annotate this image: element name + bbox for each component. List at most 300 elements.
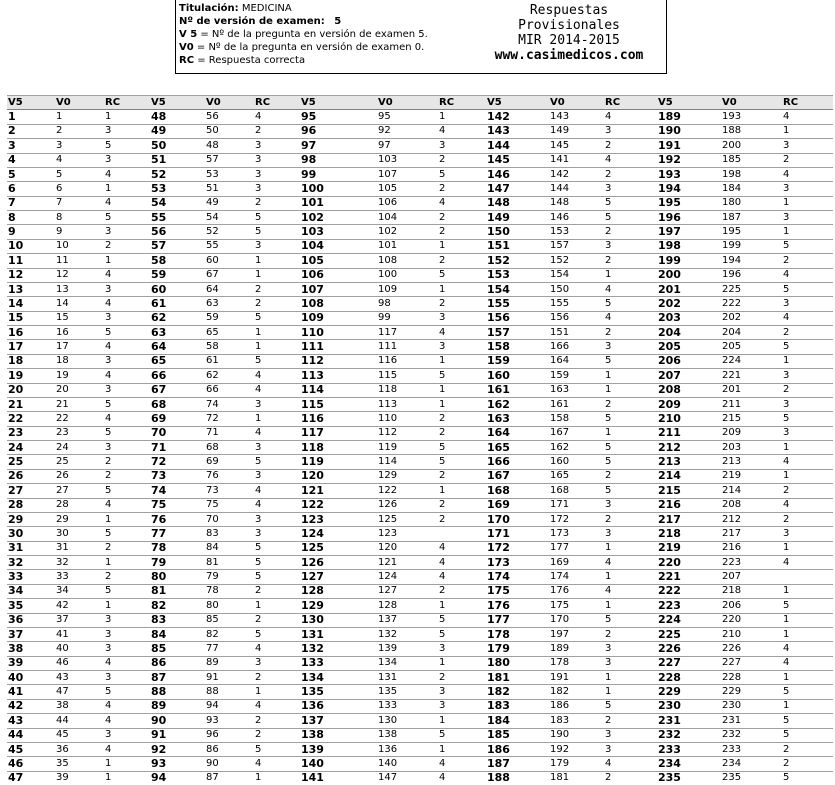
rc-cell: 1 — [438, 397, 486, 411]
v5-cell: 27 — [7, 484, 55, 498]
rc-cell: 3 — [104, 225, 150, 239]
v5-cell: 86 — [150, 656, 205, 670]
rc-cell: 5 — [438, 268, 486, 282]
v5-cell: 182 — [486, 685, 549, 699]
v0-cell: 174 — [549, 570, 604, 584]
v0-cell: 197 — [549, 627, 604, 641]
rc-cell: 4 — [254, 383, 300, 397]
v0-cell: 26 — [55, 469, 104, 483]
rc-cell: 5 — [438, 627, 486, 641]
v0-cell: 199 — [721, 239, 782, 253]
v5-cell: 177 — [486, 613, 549, 627]
rc-cell: 4 — [104, 412, 150, 426]
rc-cell: 2 — [254, 297, 300, 311]
v0-cell: 70 — [205, 512, 254, 526]
v5-cell: 121 — [300, 484, 377, 498]
rc-cell: 3 — [438, 685, 486, 699]
rc-cell: 5 — [604, 211, 657, 225]
rc-cell: 2 — [438, 426, 486, 440]
rc-cell: 1 — [254, 412, 300, 426]
rc-cell: 1 — [254, 599, 300, 613]
v0-cell: 32 — [55, 556, 104, 570]
site-url: www.casimedicos.com — [494, 48, 644, 63]
rc-cell: 5 — [254, 742, 300, 756]
rc-cell: 4 — [104, 369, 150, 383]
rc-cell: 3 — [782, 527, 833, 541]
rc-cell: 2 — [104, 239, 150, 253]
rc-cell: 4 — [604, 153, 657, 167]
v0-cell: 33 — [55, 570, 104, 584]
v5-cell: 105 — [300, 254, 377, 268]
v0-cell: 73 — [205, 484, 254, 498]
v5-cell: 165 — [486, 441, 549, 455]
v0-cell: 105 — [377, 182, 438, 196]
table-row — [7, 211, 833, 225]
titulacion-value: MEDICINA — [241, 3, 292, 14]
v0-cell: 148 — [549, 196, 604, 210]
v0-cell: 63 — [205, 297, 254, 311]
v0-cell: 85 — [205, 613, 254, 627]
table-row — [7, 239, 833, 253]
rc-cell: 3 — [104, 282, 150, 296]
v0-cell: 9 — [55, 225, 104, 239]
v0-cell: 116 — [377, 354, 438, 368]
v0-cell: 153 — [549, 225, 604, 239]
title-block — [474, 3, 664, 63]
rc-cell: 3 — [604, 239, 657, 253]
v0-cell: 8 — [55, 211, 104, 225]
table-row — [7, 469, 833, 483]
v0-cell: 139 — [377, 642, 438, 656]
v5-cell: 134 — [300, 671, 377, 685]
rc-cell: 1 — [604, 268, 657, 282]
v5-cell: 227 — [657, 656, 721, 670]
rc-cell: 3 — [254, 139, 300, 153]
v5-cell: 135 — [300, 685, 377, 699]
v0-cell: 31 — [55, 541, 104, 555]
v0-cell: 91 — [205, 671, 254, 685]
v5-cell: 97 — [300, 139, 377, 153]
v0-cell: 76 — [205, 469, 254, 483]
v0-cell: 45 — [55, 728, 104, 742]
rc-cell: 1 — [254, 268, 300, 282]
column-header-rc: RC — [438, 96, 486, 110]
v5-cell: 198 — [657, 239, 721, 253]
v5-cell: 139 — [300, 742, 377, 756]
titulacion-label: Titulación: — [179, 3, 239, 14]
rc-cell: 4 — [104, 167, 150, 181]
v0-cell: 226 — [721, 642, 782, 656]
rc-cell: 1 — [782, 354, 833, 368]
v5-cell: 160 — [486, 369, 549, 383]
v0-cell: 19 — [55, 369, 104, 383]
v5-cell: 126 — [300, 556, 377, 570]
v0-cell: 200 — [721, 139, 782, 153]
rc-cell: 4 — [254, 484, 300, 498]
rc-cell: 1 — [104, 512, 150, 526]
table-row — [7, 714, 833, 728]
v0-cell: 167 — [549, 426, 604, 440]
v0-cell: 115 — [377, 369, 438, 383]
v0-cell: 52 — [205, 225, 254, 239]
v0-cell: 99 — [377, 311, 438, 325]
v5-cell: 224 — [657, 613, 721, 627]
table-row — [7, 613, 833, 627]
rc-cell: 4 — [254, 699, 300, 713]
rc-cell: 4 — [438, 757, 486, 771]
v5-cell: 49 — [150, 124, 205, 138]
v0-cell: 228 — [721, 671, 782, 685]
v0-cell: 53 — [205, 167, 254, 181]
rc-cell: 4 — [438, 196, 486, 210]
v5-cell: 99 — [300, 167, 377, 181]
legend-version — [179, 15, 428, 28]
v5-cell: 131 — [300, 627, 377, 641]
v0-cell: 75 — [205, 498, 254, 512]
rc-cell: 3 — [782, 426, 833, 440]
v0-cell: 121 — [377, 556, 438, 570]
v0-cell: 165 — [549, 469, 604, 483]
rc-cell: 1 — [604, 369, 657, 383]
v0-cell: 202 — [721, 311, 782, 325]
rc-cell: 4 — [782, 498, 833, 512]
v5-cell: 50 — [150, 139, 205, 153]
v5-cell: 192 — [657, 153, 721, 167]
v0-cell: 203 — [721, 441, 782, 455]
v0-cell: 100 — [377, 268, 438, 282]
rc-cell: 2 — [104, 541, 150, 555]
column-header-v5: V5 — [657, 96, 721, 110]
v5-cell: 92 — [150, 742, 205, 756]
rc-cell: 3 — [438, 642, 486, 656]
table-row — [7, 225, 833, 239]
v0-cell: 229 — [721, 685, 782, 699]
rc-cell: 2 — [438, 153, 486, 167]
rc-cell: 4 — [104, 196, 150, 210]
v0-cell: 211 — [721, 397, 782, 411]
rc-cell: 5 — [604, 354, 657, 368]
v5-cell: 12 — [7, 268, 55, 282]
v0-cell: 133 — [377, 699, 438, 713]
v5-cell: 203 — [657, 311, 721, 325]
v5-cell: 64 — [150, 340, 205, 354]
v5-cell: 80 — [150, 570, 205, 584]
rc-cell: 5 — [604, 441, 657, 455]
v5-cell: 159 — [486, 354, 549, 368]
rc-cell: 4 — [438, 570, 486, 584]
v5-cell: 72 — [150, 455, 205, 469]
legend-titulacion — [179, 2, 428, 15]
rc-cell: 2 — [604, 139, 657, 153]
v5-cell: 130 — [300, 613, 377, 627]
v0-cell: 106 — [377, 196, 438, 210]
column-header-v5: V5 — [486, 96, 549, 110]
rc-cell: 1 — [438, 239, 486, 253]
v0-cell: 51 — [205, 182, 254, 196]
v0-cell: 222 — [721, 297, 782, 311]
v5-cell: 65 — [150, 354, 205, 368]
v0-cell: 151 — [549, 326, 604, 340]
column-header-rc: RC — [254, 96, 300, 110]
v0-cell: 30 — [55, 527, 104, 541]
v5-cell: 110 — [300, 326, 377, 340]
v5-cell: 193 — [657, 167, 721, 181]
rc-cell: 3 — [604, 124, 657, 138]
rc-cell: 5 — [782, 239, 833, 253]
rc-cell: 2 — [782, 484, 833, 498]
v0-cell: 50 — [205, 124, 254, 138]
v0-cell: 212 — [721, 512, 782, 526]
rc-cell: 1 — [604, 426, 657, 440]
v0-cell: 55 — [205, 239, 254, 253]
table-row — [7, 139, 833, 153]
table-row — [7, 742, 833, 756]
v5-cell: 201 — [657, 282, 721, 296]
v5-cell: 196 — [657, 211, 721, 225]
rc-cell: 1 — [438, 742, 486, 756]
v0-cell: 2 — [55, 124, 104, 138]
rc-cell: 1 — [104, 110, 150, 124]
v5-cell: 222 — [657, 584, 721, 598]
v0-cell: 152 — [549, 254, 604, 268]
rc-cell: 5 — [254, 541, 300, 555]
table-row — [7, 268, 833, 282]
v5-cell: 71 — [150, 441, 205, 455]
rc-cell: 4 — [254, 426, 300, 440]
v5-cell: 109 — [300, 311, 377, 325]
rc-cell: 1 — [254, 340, 300, 354]
table-row — [7, 671, 833, 685]
v5-cell: 200 — [657, 268, 721, 282]
v0-cell: 123 — [377, 527, 438, 541]
v5-cell: 156 — [486, 311, 549, 325]
v0-cell: 129 — [377, 469, 438, 483]
v0-cell: 159 — [549, 369, 604, 383]
v5-cell: 119 — [300, 455, 377, 469]
v5-cell: 54 — [150, 196, 205, 210]
v0-cell: 204 — [721, 326, 782, 340]
table-header-row — [7, 96, 833, 110]
v5-cell: 217 — [657, 512, 721, 526]
rc-cell: 1 — [105, 772, 112, 784]
v5-cell: 117 — [300, 426, 377, 440]
rc-cell: 5 — [254, 455, 300, 469]
v0-cell: 207 — [721, 570, 782, 584]
v0-cell: 160 — [549, 455, 604, 469]
v5-cell: 189 — [657, 110, 721, 124]
rc-cell: 4 — [254, 757, 300, 771]
rc-cell: 1 — [438, 282, 486, 296]
rc-cell: 1 — [782, 124, 833, 138]
rc-cell: 4 — [254, 498, 300, 512]
v0-label: V0 — [179, 42, 194, 53]
v5-desc: = Nº de la pregunta en versión de examen 5. — [200, 29, 428, 40]
table-row — [7, 426, 833, 440]
v0-cell: 136 — [377, 742, 438, 756]
v0-cell: 195 — [721, 225, 782, 239]
table-row — [7, 656, 833, 670]
v5-cell: 151 — [486, 239, 549, 253]
rc-cell: 1 — [782, 469, 833, 483]
table-row — [7, 599, 833, 613]
v5-cell: 4 — [7, 153, 55, 167]
v5-cell: 15 — [7, 311, 55, 325]
rc-cell: 2 — [604, 326, 657, 340]
rc-cell: 4 — [782, 167, 833, 181]
rc-cell: 2 — [782, 153, 833, 167]
v0-cell: 23 — [55, 426, 104, 440]
column-header-v0: V0 — [55, 96, 104, 110]
table-row — [7, 340, 833, 354]
v0-cell: 34 — [55, 584, 104, 598]
v5-cell: 79 — [150, 556, 205, 570]
v5-cell: 89 — [150, 699, 205, 713]
rc-cell: 5 — [782, 728, 833, 742]
rc-cell: 4 — [782, 268, 833, 282]
v5-cell: 183 — [486, 699, 549, 713]
v5-cell: 36 — [7, 613, 55, 627]
v0-cell: 49 — [205, 196, 254, 210]
v0-cell: 205 — [721, 340, 782, 354]
v5-cell: 111 — [300, 340, 377, 354]
rc-cell: 4 — [104, 656, 150, 670]
v5-cell: 137 — [300, 714, 377, 728]
v0-cell: 44 — [55, 714, 104, 728]
v0-cell: 119 — [377, 441, 438, 455]
v5-cell: 191 — [657, 139, 721, 153]
v0-cell: 194 — [721, 254, 782, 268]
rc-cell: 3 — [104, 728, 150, 742]
v0-cell: 134 — [377, 656, 438, 670]
rc-cell: 5 — [104, 211, 150, 225]
v5-cell: 11 — [7, 254, 55, 268]
v5-cell: 149 — [486, 211, 549, 225]
v5-cell: 124 — [300, 527, 377, 541]
v5-cell: 229 — [657, 685, 721, 699]
v5-cell: 48 — [150, 110, 205, 124]
v0-cell: 37 — [55, 613, 104, 627]
v5-cell: 143 — [486, 124, 549, 138]
v0-cell: 6 — [55, 182, 104, 196]
v5-cell: 155 — [486, 297, 549, 311]
rc-cell: 2 — [438, 211, 486, 225]
rc-cell: 3 — [254, 512, 300, 526]
rc-cell: 3 — [782, 369, 833, 383]
rc-cell: 4 — [104, 699, 150, 713]
rc-cell: 5 — [782, 685, 833, 699]
table-row — [7, 527, 833, 541]
column-header-v0: V0 — [721, 96, 782, 110]
v5-cell: 179 — [486, 642, 549, 656]
v5-cell: 144 — [486, 139, 549, 153]
rc-cell: 5 — [104, 426, 150, 440]
v0-cell: 183 — [549, 714, 604, 728]
rc-cell: 5 — [104, 326, 150, 340]
v5-cell: 60 — [150, 282, 205, 296]
rc-cell: 4 — [782, 311, 833, 325]
rc-cell: 2 — [438, 412, 486, 426]
rc-cell: 3 — [604, 656, 657, 670]
rc-cell: 4 — [439, 772, 446, 784]
v0-cell: 154 — [549, 268, 604, 282]
v5-cell: 75 — [150, 498, 205, 512]
v0-cell: 161 — [549, 397, 604, 411]
v0-cell: 90 — [205, 757, 254, 771]
v0-cell: 67 — [205, 268, 254, 282]
v5-cell: 194 — [657, 182, 721, 196]
v5-cell: 5 — [7, 167, 55, 181]
rc-cell: 1 — [104, 254, 150, 268]
v5-cell: 211 — [657, 426, 721, 440]
v0-cell: 138 — [377, 728, 438, 742]
v0-cell: 69 — [205, 455, 254, 469]
v0-cell: 96 — [205, 728, 254, 742]
v0-cell: 80 — [205, 599, 254, 613]
v0-cell: 58 — [205, 340, 254, 354]
v0-cell: 146 — [549, 211, 604, 225]
v5-cell: 91 — [150, 728, 205, 742]
v0-cell: 181 — [550, 772, 570, 784]
v5-cell: 25 — [7, 455, 55, 469]
rc-cell: 2 — [254, 728, 300, 742]
v5-cell: 231 — [657, 714, 721, 728]
rc-cell: 2 — [604, 627, 657, 641]
rc-cell — [438, 527, 486, 541]
rc-cell: 1 — [438, 383, 486, 397]
rc-cell: 3 — [782, 211, 833, 225]
rc-cell: 5 — [254, 354, 300, 368]
rc-cell: 3 — [604, 642, 657, 656]
v5-cell: 66 — [150, 369, 205, 383]
v0-cell: 28 — [55, 498, 104, 512]
v5-cell: 81 — [150, 584, 205, 598]
table-row — [7, 196, 833, 210]
v0-cell: 17 — [55, 340, 104, 354]
v5-cell: 76 — [150, 512, 205, 526]
v5-cell: 7 — [7, 196, 55, 210]
rc-cell: 4 — [782, 556, 833, 570]
column-header-rc: RC — [104, 96, 150, 110]
rc-cell: 3 — [254, 527, 300, 541]
answers-table — [7, 95, 833, 785]
rc-cell: 3 — [104, 153, 150, 167]
legend-rc — [179, 54, 428, 67]
version-value: 5 — [334, 16, 342, 27]
v0-cell: 10 — [55, 239, 104, 253]
v5-cell: 166 — [486, 455, 549, 469]
column-header-v5: V5 — [300, 96, 377, 110]
v0-cell: 163 — [549, 383, 604, 397]
v0-cell: 41 — [55, 627, 104, 641]
v5-cell: 107 — [300, 282, 377, 296]
rc-cell: 1 — [782, 441, 833, 455]
v5-cell: 104 — [300, 239, 377, 253]
v0-cell: 102 — [377, 225, 438, 239]
v0-cell: 189 — [549, 642, 604, 656]
v5-cell: 181 — [486, 671, 549, 685]
version-label: Nº de versión de examen: — [179, 16, 325, 27]
rc-cell — [782, 570, 833, 584]
rc-cell: 5 — [604, 196, 657, 210]
v0-cell: 77 — [205, 642, 254, 656]
rc-cell: 2 — [604, 397, 657, 411]
v0-cell: 191 — [549, 671, 604, 685]
v0-cell: 1 — [55, 110, 104, 124]
v5-cell: 10 — [7, 239, 55, 253]
v5-cell: 186 — [486, 742, 549, 756]
rc-cell: 3 — [438, 340, 486, 354]
rc-cell: 3 — [438, 699, 486, 713]
